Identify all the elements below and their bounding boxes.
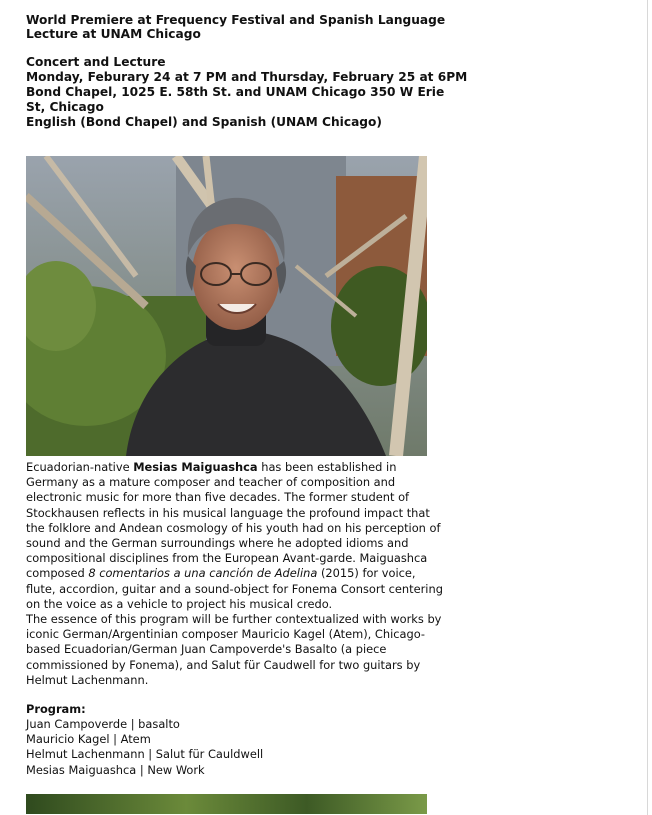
- bio-paragraph-part-2: (2015) for voice, flute, accordion, guitar and a sound-object for Fonema Consort centering on the voice as a vehicle to project his musical credo.: [26, 566, 443, 611]
- next-photo-top-edge: [26, 794, 427, 814]
- composer-name: Mesias Maiguashca: [133, 460, 258, 474]
- program-heading: Program:: [26, 702, 86, 717]
- article-title: [26, 14, 446, 41]
- bio-paragraph-2: The essence of this program will be further contextualized with works by iconic German/Argentinian composer Mauricio Kagel (Atem), Chicago-based Ecuadorian/German Juan Campoverde's Basalto (a piece commissioned by Fonema), and Salut für Caudwell for two guitars by Helmut Lachenmann.: [26, 612, 442, 687]
- event-details: [26, 55, 468, 130]
- article-title-line-2: Lecture at UNAM Chicago: [26, 26, 201, 41]
- program-item: Helmut Lachenmann | Salut für Cauldwell: [26, 747, 264, 762]
- event-dates: Monday, Feburary 24 at 7 PM and Thursday, February 25 at 6PM: [26, 70, 468, 84]
- portrait-illustration: [26, 156, 427, 456]
- article-title-line-1: World Premiere at Frequency Festival and Spanish Language: [26, 13, 446, 27]
- composer-bio: [26, 460, 446, 688]
- article-content: [26, 13, 468, 814]
- work-title: 8 comentarios a una canción de Adelina: [88, 566, 318, 581]
- program-item: Mauricio Kagel | Atem: [26, 732, 151, 747]
- composer-portrait-photo: [26, 156, 427, 456]
- event-venue: Bond Chapel, 1025 E. 58th St. and UNAM Chicago 350 W Erie St, Chicago: [26, 85, 445, 114]
- program-item: Juan Campoverde | basalto: [26, 717, 180, 732]
- program-item: Mesias Maiguashca | New Work: [26, 762, 205, 777]
- bio-intro: Ecuadorian-native: [26, 460, 134, 474]
- bio-paragraph-part-1: has been established in Germany as a mature composer and teacher of composition and electronic music for more than five decades. The former student of Stockhausen reflects in his musical language the profound impact that the folklore and Andean cosmology of his youth had on his perception of sound and the German surroundings where he adopted idioms and compositional disciplines from the European Avant-garde. Maiguashca composed: [26, 460, 441, 581]
- program-list: [26, 717, 446, 778]
- page-right-border: [647, 0, 648, 815]
- event-language: English (Bond Chapel) and Spanish (UNAM Chicago): [26, 115, 382, 129]
- event-heading: Concert and Lecture: [26, 55, 166, 69]
